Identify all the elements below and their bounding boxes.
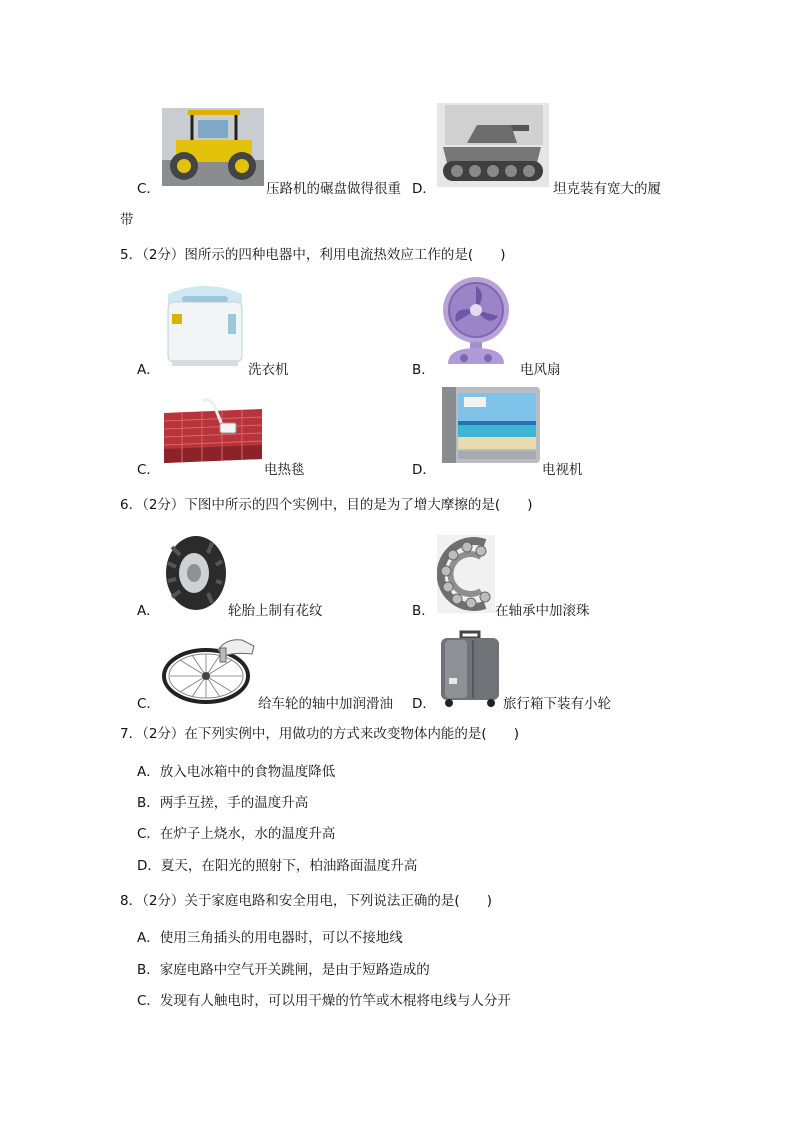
q6-option-c-letter: C． bbox=[137, 696, 160, 712]
q5-option-d-letter: D． bbox=[412, 462, 436, 478]
q5-option-b-letter: B． bbox=[412, 362, 435, 378]
q6-option-d-text: 旅行箱下装有小轮 bbox=[503, 696, 611, 712]
road-roller-image bbox=[162, 108, 264, 186]
q4-option-c-letter: C． bbox=[137, 181, 160, 197]
q7-option-d: D．夏天，在阳光的照射下，柏油路面温度升高 bbox=[137, 858, 418, 874]
q6-option-b-text: 在轴承中加滚珠 bbox=[495, 603, 590, 619]
q5-option-b-text: 电风扇 bbox=[520, 362, 561, 378]
q4-option-d-letter: D． bbox=[412, 181, 436, 197]
q4-option-d-text-wrap: 带 bbox=[120, 212, 134, 228]
q4-option-c-text: 压路机的碾盘做得很重 bbox=[266, 181, 401, 197]
washing-machine-image bbox=[162, 276, 248, 372]
q6-option-a-text: 轮胎上制有花纹 bbox=[228, 603, 323, 619]
q6-option-a-letter: A． bbox=[137, 603, 160, 619]
q6-option-b-letter: B． bbox=[412, 603, 435, 619]
q6-stem: 6．（2分）下图中所示的四个实例中，目的是为了增大摩擦的是( ) bbox=[120, 497, 533, 513]
q5-option-c-text: 电热毯 bbox=[264, 462, 305, 478]
q8-option-b: B．家庭电路中空气开关跳闸，是由于短路造成的 bbox=[137, 962, 430, 978]
q5-stem: 5．（2分）图所示的四种电器中，利用电流热效应工作的是( ) bbox=[120, 247, 506, 263]
q6-option-c-text: 给车轮的轴中加润滑油 bbox=[258, 696, 393, 712]
q4-option-d-text: 坦克装有宽大的履 bbox=[553, 181, 661, 197]
q5-option-a-letter: A． bbox=[137, 362, 160, 378]
q8-stem: 8．（2分）关于家庭电路和安全用电，下列说法正确的是( ) bbox=[120, 893, 492, 909]
television-image bbox=[440, 385, 542, 469]
q5-option-a-text: 洗衣机 bbox=[248, 362, 289, 378]
q7-stem: 7．（2分）在下列实例中，用做功的方式来改变物体内能的是( ) bbox=[120, 726, 519, 742]
q8-option-a: A．使用三角插头的用电器时，可以不接地线 bbox=[137, 930, 403, 946]
q8-option-c: C．发现有人触电时，可以用干燥的竹竿或木棍将电线与人分开 bbox=[137, 993, 511, 1009]
q5-option-c-letter: C． bbox=[137, 462, 160, 478]
suitcase-image bbox=[437, 628, 503, 708]
bearing-image bbox=[437, 535, 495, 613]
q7-option-a: A．放入电冰箱中的食物温度降低 bbox=[137, 764, 336, 780]
tire-image bbox=[162, 533, 228, 613]
electric-fan-image bbox=[440, 272, 512, 366]
q6-option-d-letter: D． bbox=[412, 696, 436, 712]
q7-option-c: C．在炉子上烧水，水的温度升高 bbox=[137, 826, 336, 842]
q5-option-d-text: 电视机 bbox=[542, 462, 583, 478]
electric-blanket-image bbox=[162, 395, 264, 467]
tank-image bbox=[437, 103, 549, 187]
bicycle-wheel-image bbox=[162, 628, 258, 706]
q7-option-b: B．两手互搓，手的温度升高 bbox=[137, 795, 309, 811]
